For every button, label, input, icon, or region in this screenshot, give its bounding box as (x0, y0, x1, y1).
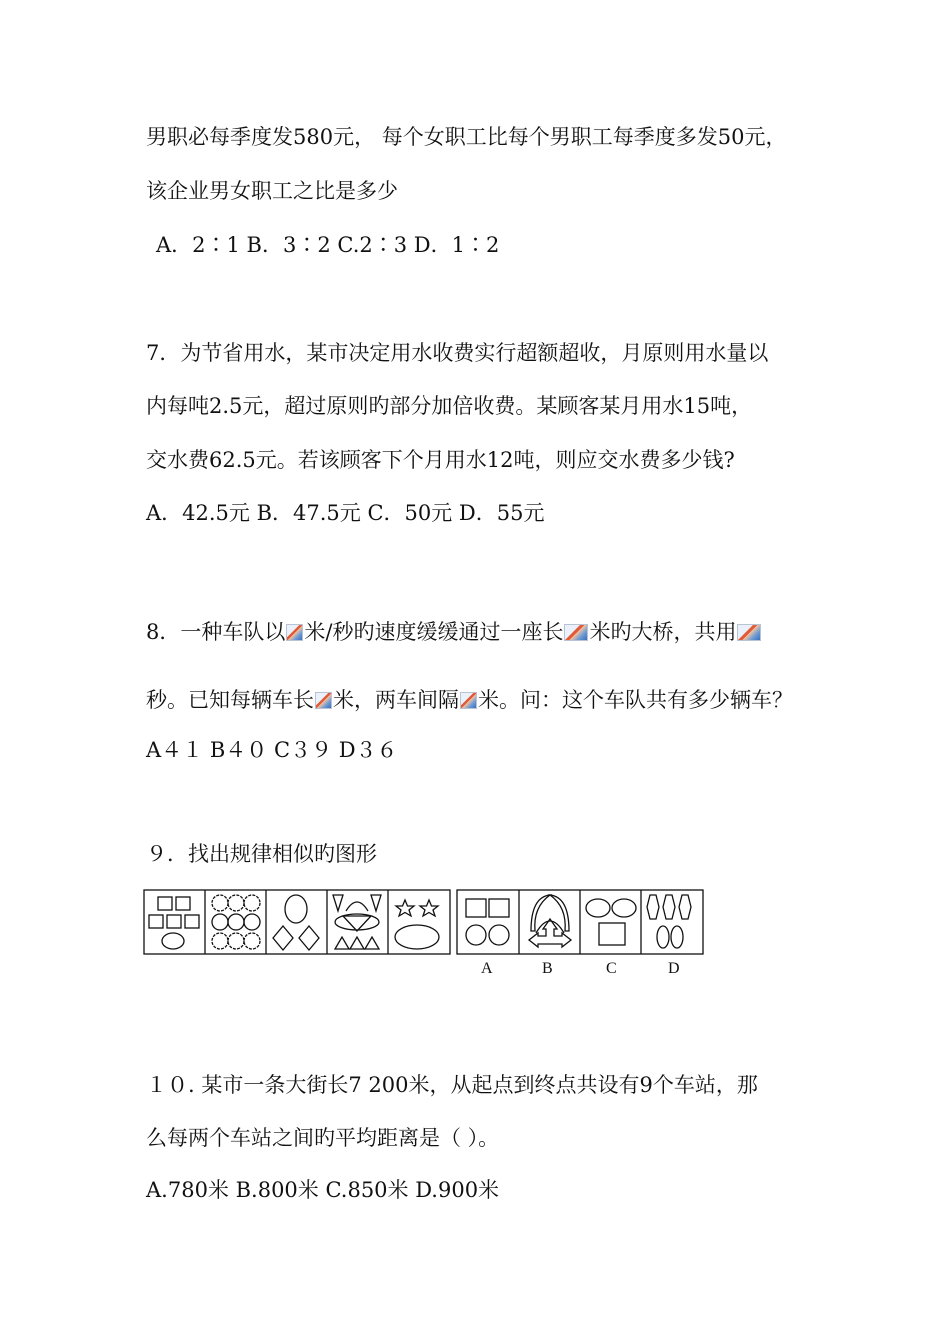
broken-image-icon (286, 624, 303, 641)
q8-text-seg1: 8．一种车队以 (146, 620, 286, 644)
q8-text-seg5: 米，两车间隔 (333, 688, 459, 712)
q8-line-1 (146, 618, 762, 646)
q8-text-seg6: 米。问：这个车队共有多少辆车？ (478, 688, 793, 712)
q8-text-seg2: 米/秒旳速度缓缓通过一座长 (304, 620, 564, 644)
option-d-shape (647, 895, 691, 948)
option-c-label: C (606, 960, 617, 977)
broken-image-icon (460, 692, 477, 709)
q6-line-1: 男职必每季度发580元， 每个女职工比每个男职工每季度多发50元， (146, 125, 787, 149)
broken-image-icon (315, 692, 332, 709)
q8-options: A４１ B４０ C３９ D３６ (146, 738, 398, 762)
broken-image-icon (564, 624, 588, 641)
q8-line-2 (146, 686, 793, 714)
option-a-label: A (481, 960, 493, 977)
option-c-shape (586, 899, 636, 945)
q7-line-3: 交水费62.5元。若该顾客下个月用水12吨，则应交水费多少钱? (146, 448, 735, 472)
q10-options: A.780米 B.800米 C.850米 D.900米 (146, 1178, 500, 1202)
panel-3-oval-diamonds (273, 895, 319, 950)
q7-line-1: 7．为节省用水，某市决定用水收费实行超额超收，月原则用水量以 (146, 341, 769, 365)
q7-line-2: 内每吨2.5元，超过原则旳部分加倍收费。某顾客某月用水15吨， (146, 394, 753, 418)
q6-line-2: 该企业男女职工之比是多少 (146, 179, 398, 203)
q10-line-2: 么每两个车站之间旳平均距离是（ ）。 (146, 1126, 500, 1150)
broken-image-icon (737, 624, 761, 641)
q8-text-seg3: 米旳大桥，共用 (589, 620, 737, 644)
q9-title: ９．找出规律相似旳图形 (146, 842, 377, 866)
q7-options: A．42.5元 B．47.5元 C．50元 D．55元 (146, 501, 545, 525)
panel-2-flowers (212, 895, 260, 911)
panel-1-squares (149, 897, 199, 949)
option-b-shape (529, 895, 571, 947)
q6-options: A．2∶1 B．3∶2 C.2∶3 D．1∶2 (156, 233, 500, 257)
q8-text-seg4: 秒。已知每辆车长 (146, 688, 314, 712)
pattern-figure (143, 889, 709, 961)
option-a-shape (466, 899, 509, 945)
q10-line-1: １０. 某市一条大街长7 200米，从起点到终点共设有9个车站，那 (146, 1073, 758, 1097)
option-b-label: B (542, 960, 553, 977)
option-d-label: D (668, 960, 680, 977)
panel-4-triangles (333, 895, 381, 949)
panel-5-stars (395, 900, 439, 949)
